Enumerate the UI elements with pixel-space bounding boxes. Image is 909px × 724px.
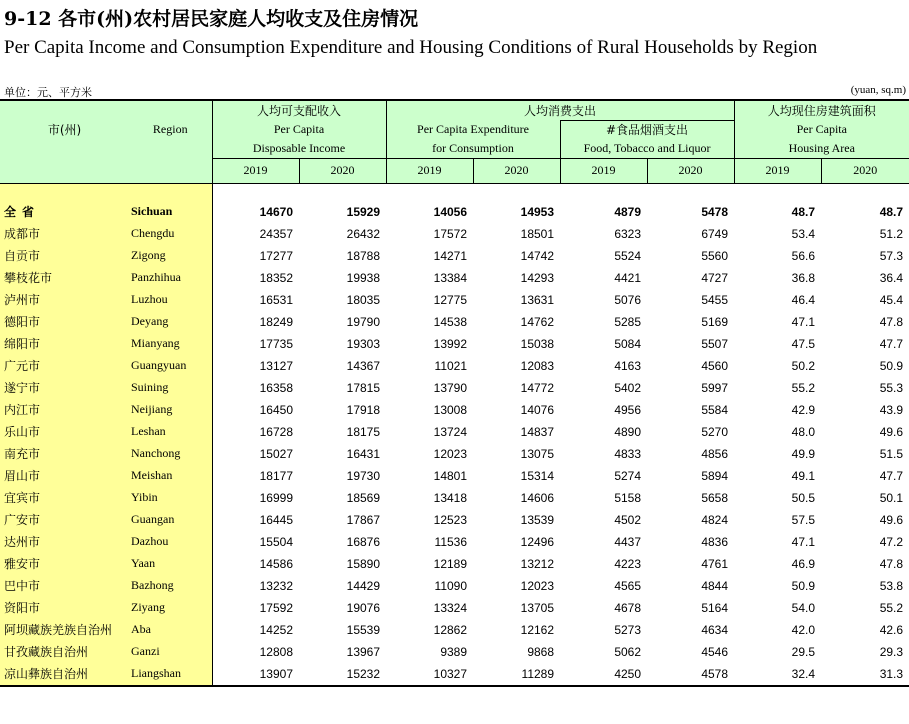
value-cell: 51.2 (879, 226, 904, 241)
value-cell: 50.9 (879, 358, 904, 373)
value-cell: 13384 (433, 270, 468, 285)
value-cell: 5478 (701, 204, 729, 219)
value-cell: 42.9 (791, 402, 816, 417)
value-cell: 17572 (433, 226, 468, 241)
city-name: 凉山彝族自治州 (0, 663, 129, 686)
value-cell: 55.3 (879, 380, 904, 395)
region-header: Region (129, 100, 212, 158)
region-name: Sichuan (129, 201, 212, 223)
value-cell: 5274 (614, 468, 642, 483)
value-cell: 13967 (346, 644, 381, 659)
value-cell: 15890 (346, 556, 381, 571)
table-row (0, 421, 909, 443)
value-cell: 16445 (259, 512, 293, 527)
region-name: Aba (129, 619, 212, 641)
value-cell: 16531 (259, 292, 293, 307)
value-cell: 17277 (259, 248, 293, 263)
table-row (0, 267, 909, 289)
value-cell: 47.8 (879, 556, 904, 571)
value-cell: 12862 (433, 622, 468, 637)
city-name: 达州市 (0, 531, 129, 553)
table-row (0, 245, 909, 267)
value-cell: 42.6 (879, 622, 904, 637)
city-name: 泸州市 (0, 289, 129, 311)
value-cell: 19303 (346, 336, 381, 351)
value-cell: 19730 (346, 468, 381, 483)
value-cell: 14271 (433, 248, 468, 263)
value-cell: 14538 (433, 314, 468, 329)
table-row (0, 487, 909, 509)
value-cell: 13724 (433, 424, 468, 439)
region-name: Zigong (129, 245, 212, 267)
value-cell: 57.5 (791, 512, 816, 527)
value-cell: 5560 (701, 248, 729, 263)
value-cell: 55.2 (879, 600, 904, 615)
value-cell: 54.0 (791, 600, 816, 615)
region-name: Deyang (129, 311, 212, 333)
value-cell: 14837 (520, 424, 555, 439)
table-body (0, 183, 909, 686)
value-cell: 4956 (614, 402, 642, 417)
table-row (0, 377, 909, 399)
city-name: 巴中市 (0, 575, 129, 597)
value-cell: 47.7 (879, 468, 904, 483)
value-cell: 13539 (520, 512, 555, 527)
value-cell: 29.5 (791, 644, 816, 659)
consumption-header-en1: Per Capita Expenditure (386, 120, 560, 139)
city-name: 绵阳市 (0, 333, 129, 355)
year-header: 2019 (560, 158, 647, 183)
value-cell: 5997 (701, 380, 729, 395)
value-cell: 13907 (212, 663, 299, 686)
table-row (0, 333, 909, 355)
table-row (0, 509, 909, 531)
value-cell: 5164 (701, 600, 729, 615)
region-name: Bazhong (129, 575, 212, 597)
value-cell: 51.5 (879, 446, 904, 461)
table-row-total (0, 201, 909, 223)
value-cell: 13075 (520, 446, 555, 461)
value-cell: 16431 (346, 446, 381, 461)
table-row (0, 641, 909, 663)
value-cell: 4856 (701, 446, 729, 461)
value-cell: 4727 (701, 270, 729, 285)
value-cell: 5169 (701, 314, 729, 329)
city-name: 成都市 (0, 223, 129, 245)
table-row (0, 443, 909, 465)
region-name: Leshan (129, 421, 212, 443)
value-cell: 5507 (701, 336, 729, 351)
value-cell: 4546 (701, 644, 729, 659)
table-row (0, 597, 909, 619)
value-cell: 50.9 (791, 578, 816, 593)
region-name: Luzhou (129, 289, 212, 311)
value-cell: 11289 (473, 663, 560, 686)
value-cell: 19938 (346, 270, 381, 285)
value-cell: 15539 (346, 622, 381, 637)
value-cell: 13631 (520, 292, 555, 307)
region-name: Meishan (129, 465, 212, 487)
value-cell: 10327 (386, 663, 473, 686)
value-cell: 12189 (433, 556, 468, 571)
value-cell: 36.4 (879, 270, 904, 285)
value-cell: 16876 (346, 534, 381, 549)
value-cell: 31.3 (821, 663, 909, 686)
value-cell: 4824 (701, 512, 729, 527)
city-name: 甘孜藏族自治州 (0, 641, 129, 663)
city-name: 阿坝藏族羌族自治州 (0, 619, 129, 641)
value-cell: 26432 (346, 226, 381, 241)
value-cell: 50.2 (791, 358, 816, 373)
value-cell: 6749 (701, 226, 729, 241)
region-name: Guangan (129, 509, 212, 531)
value-cell: 11090 (434, 578, 468, 593)
table-row (0, 619, 909, 641)
value-cell: 4634 (701, 622, 729, 637)
value-cell: 11021 (434, 358, 468, 373)
value-cell: 15929 (346, 204, 381, 219)
region-name: Yibin (129, 487, 212, 509)
housing-header-en2: Housing Area (734, 139, 909, 158)
value-cell: 16450 (259, 402, 293, 417)
city-name: 宜宾市 (0, 487, 129, 509)
value-cell: 18177 (259, 468, 293, 483)
value-cell: 4844 (701, 578, 729, 593)
value-cell: 17867 (346, 512, 381, 527)
value-cell: 48.7 (879, 204, 904, 219)
value-cell: 45.4 (879, 292, 904, 307)
value-cell: 14742 (520, 248, 555, 263)
value-cell: 5273 (614, 622, 642, 637)
value-cell: 12523 (433, 512, 468, 527)
data-table (0, 99, 909, 687)
region-name: Dazhou (129, 531, 212, 553)
value-cell: 13418 (433, 490, 468, 505)
value-cell: 5894 (701, 468, 729, 483)
value-cell: 15038 (520, 336, 555, 351)
food-header-en: Food, Tobacco and Liquor (560, 139, 734, 158)
value-cell: 17815 (346, 380, 381, 395)
value-cell: 5062 (614, 644, 642, 659)
city-name: 南充市 (0, 443, 129, 465)
year-header: 2020 (299, 158, 386, 183)
value-cell: 19076 (346, 600, 381, 615)
value-cell: 17735 (259, 336, 293, 351)
value-cell: 15027 (259, 446, 293, 461)
value-cell: 13705 (520, 600, 555, 615)
value-cell: 17918 (346, 402, 381, 417)
value-cell: 43.9 (879, 402, 904, 417)
city-name: 广安市 (0, 509, 129, 531)
value-cell: 14953 (520, 204, 555, 219)
table-row (0, 465, 909, 487)
housing-header-en1: Per Capita (734, 120, 909, 139)
value-cell: 9389 (440, 644, 468, 659)
value-cell: 14586 (259, 556, 293, 571)
value-cell: 47.1 (791, 314, 816, 329)
value-cell: 13790 (433, 380, 468, 395)
value-cell: 13212 (520, 556, 555, 571)
consumption-header-cn: 人均消费支出 (386, 100, 734, 120)
value-cell: 4578 (647, 663, 734, 686)
value-cell: 47.5 (791, 336, 816, 351)
value-cell: 5455 (701, 292, 729, 307)
value-cell: 19790 (346, 314, 381, 329)
region-name: Suining (129, 377, 212, 399)
value-cell: 13127 (259, 358, 293, 373)
value-cell: 5076 (614, 292, 642, 307)
value-cell: 18175 (346, 424, 381, 439)
value-cell: 56.6 (791, 248, 816, 263)
value-cell: 14429 (346, 578, 381, 593)
value-cell: 32.4 (734, 663, 821, 686)
value-cell: 14252 (259, 622, 293, 637)
value-cell: 4223 (614, 556, 642, 571)
value-cell: 15504 (259, 534, 293, 549)
housing-header-cn: 人均现住房建筑面积 (734, 100, 909, 120)
table-row (0, 355, 909, 377)
value-cell: 12496 (520, 534, 555, 549)
region-name: Neijiang (129, 399, 212, 421)
value-cell: 13324 (433, 600, 468, 615)
region-name: Yaan (129, 553, 212, 575)
city-name: 自贡市 (0, 245, 129, 267)
value-cell: 5524 (614, 248, 642, 263)
value-cell: 18352 (259, 270, 293, 285)
value-cell: 57.3 (879, 248, 904, 263)
value-cell: 4890 (614, 424, 642, 439)
value-cell: 4761 (701, 556, 729, 571)
value-cell: 4502 (614, 512, 642, 527)
value-cell: 14606 (520, 490, 555, 505)
year-header: 2020 (647, 158, 734, 183)
city-name: 乐山市 (0, 421, 129, 443)
value-cell: 49.6 (879, 424, 904, 439)
food-header-cn: #食品烟酒支出 (560, 120, 734, 139)
region-name: Ziyang (129, 597, 212, 619)
value-cell: 4879 (614, 204, 642, 219)
table-row (0, 531, 909, 553)
value-cell: 5158 (614, 490, 642, 505)
year-header: 2020 (821, 158, 909, 183)
city-name: 攀枝花市 (0, 267, 129, 289)
value-cell: 14772 (520, 380, 555, 395)
value-cell: 18249 (259, 314, 293, 329)
value-cell: 12023 (520, 578, 555, 593)
table-row (0, 289, 909, 311)
value-cell: 4833 (614, 446, 642, 461)
value-cell: 47.7 (879, 336, 904, 351)
value-cell: 49.1 (791, 468, 816, 483)
value-cell: 14801 (433, 468, 468, 483)
value-cell: 4250 (560, 663, 647, 686)
table-row (0, 553, 909, 575)
income-header-cn: 人均可支配收入 (212, 100, 386, 120)
value-cell: 14076 (520, 402, 555, 417)
value-cell: 14367 (346, 358, 381, 373)
value-cell: 5084 (614, 336, 642, 351)
value-cell: 4437 (614, 534, 642, 549)
city-name: 德阳市 (0, 311, 129, 333)
value-cell: 5402 (614, 380, 642, 395)
city-name: 雅安市 (0, 553, 129, 575)
value-cell: 36.8 (791, 270, 816, 285)
value-cell: 15232 (299, 663, 386, 686)
value-cell: 12023 (433, 446, 468, 461)
value-cell: 4565 (614, 578, 642, 593)
value-cell: 47.2 (879, 534, 904, 549)
table-row (0, 311, 909, 333)
city-name: 广元市 (0, 355, 129, 377)
value-cell: 12083 (520, 358, 555, 373)
value-cell: 12808 (259, 644, 293, 659)
value-cell: 4163 (614, 358, 642, 373)
unit-label-english: (yuan, sq.m) (850, 84, 906, 96)
city-name: 遂宁市 (0, 377, 129, 399)
value-cell: 14293 (520, 270, 555, 285)
value-cell: 6323 (614, 226, 642, 241)
income-header-en2: Disposable Income (212, 139, 386, 158)
value-cell: 53.8 (879, 578, 904, 593)
value-cell: 5270 (701, 424, 729, 439)
value-cell: 46.9 (791, 556, 816, 571)
value-cell: 18501 (520, 226, 555, 241)
city-header: 市(州) (0, 100, 129, 158)
city-name: 全省 (0, 201, 129, 223)
year-header: 2020 (473, 158, 560, 183)
value-cell: 9868 (527, 644, 555, 659)
value-cell: 16999 (259, 490, 293, 505)
value-cell: 18035 (346, 292, 381, 307)
table-row (0, 223, 909, 245)
value-cell: 42.0 (791, 622, 816, 637)
value-cell: 13992 (433, 336, 468, 351)
value-cell: 15314 (520, 468, 555, 483)
value-cell: 12775 (433, 292, 468, 307)
value-cell: 48.7 (791, 204, 816, 219)
region-name: Liangshan (129, 663, 212, 686)
unit-label-chinese: 单位：元、平方米 (4, 86, 92, 99)
value-cell: 46.4 (791, 292, 816, 307)
value-cell: 24357 (259, 226, 293, 241)
value-cell: 17592 (259, 600, 293, 615)
value-cell: 55.2 (791, 380, 816, 395)
value-cell: 29.3 (879, 644, 904, 659)
value-cell: 4836 (701, 534, 729, 549)
value-cell: 50.5 (791, 490, 816, 505)
value-cell: 14056 (433, 204, 468, 219)
value-cell: 14670 (259, 204, 293, 219)
value-cell: 49.6 (879, 512, 904, 527)
value-cell: 18788 (346, 248, 381, 263)
region-name: Mianyang (129, 333, 212, 355)
city-name: 眉山市 (0, 465, 129, 487)
value-cell: 16358 (259, 380, 293, 395)
value-cell: 5285 (614, 314, 642, 329)
value-cell: 47.1 (791, 534, 816, 549)
value-cell: 4560 (701, 358, 729, 373)
value-cell: 4678 (614, 600, 642, 615)
table-title-english: Per Capita Income and Consumption Expenditure and Housing Conditions of Rural Households by Region (4, 37, 818, 58)
value-cell: 14762 (520, 314, 555, 329)
value-cell: 47.8 (879, 314, 904, 329)
value-cell: 16728 (259, 424, 293, 439)
region-name: Guangyuan (129, 355, 212, 377)
region-name: Chengdu (129, 223, 212, 245)
region-name: Panzhihua (129, 267, 212, 289)
value-cell: 13008 (433, 402, 468, 417)
table-row (0, 399, 909, 421)
city-name: 内江市 (0, 399, 129, 421)
table-row (0, 575, 909, 597)
income-header-en1: Per Capita (212, 120, 386, 139)
consumption-header-en2: for Consumption (386, 139, 560, 158)
value-cell: 53.4 (791, 226, 816, 241)
value-cell: 18569 (346, 490, 381, 505)
value-cell: 13232 (259, 578, 293, 593)
value-cell: 4421 (614, 270, 642, 285)
region-name: Nanchong (129, 443, 212, 465)
value-cell: 5584 (701, 402, 729, 417)
city-name: 资阳市 (0, 597, 129, 619)
table-title-chinese: 9-12 各市(州)农村居民家庭人均收支及住房情况 (4, 8, 419, 30)
table-row (0, 663, 909, 686)
region-name: Ganzi (129, 641, 212, 663)
year-header: 2019 (734, 158, 821, 183)
value-cell: 12162 (520, 622, 555, 637)
value-cell: 11536 (434, 534, 468, 549)
table-header (0, 100, 909, 183)
year-header: 2019 (212, 158, 299, 183)
value-cell: 49.9 (791, 446, 816, 461)
year-header: 2019 (386, 158, 473, 183)
value-cell: 5658 (701, 490, 729, 505)
value-cell: 48.0 (791, 424, 816, 439)
value-cell: 50.1 (879, 490, 904, 505)
